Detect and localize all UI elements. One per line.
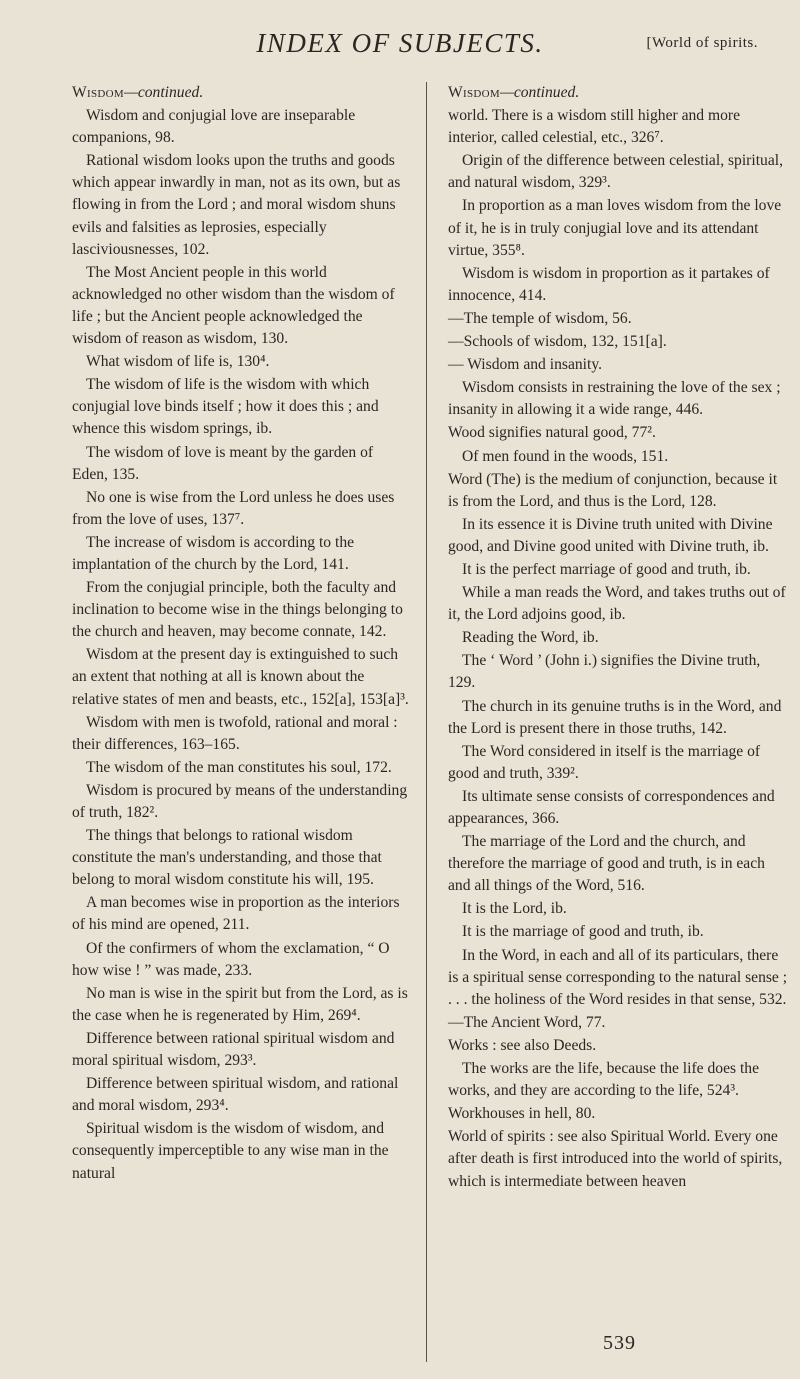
running-head: [World of spirits.: [646, 35, 758, 51]
index-entry: The increase of wisdom is according to the implantation of the church by the Lord, 141.: [72, 533, 355, 573]
index-entry: Difference between spiritual wisdom, and rational and moral wisdom, 293⁴.: [72, 1075, 399, 1115]
index-entry: Workhouses in hell, 80.: [448, 1105, 596, 1123]
index-entry: Wisdom is wisdom in proportion as it partakes of innocence, 414.: [448, 264, 770, 304]
index-entry: No one is wise from the Lord unless he does uses from the love of uses, 137⁷.: [72, 488, 395, 528]
index-entry: Works : see also Deeds.: [448, 1036, 597, 1054]
index-entry: The wisdom of life is the wisdom with which conjugial love binds itself ; how it does this ; and whence this wisdom springs, ib.: [72, 376, 379, 438]
index-entry: —The Ancient Word, 77.: [448, 1013, 606, 1031]
column-divider: [426, 82, 427, 1362]
index-entry: world. There is a wisdom still higher and more interior, called celestial, etc., 326⁷.: [448, 107, 741, 147]
index-entry: Wood signifies natural good, 77².: [448, 424, 656, 442]
index-entry: In proportion as a man loves wisdom from the love of it, he is in truly conjugial love and its attendant virtue, 355⁸.: [448, 197, 782, 259]
index-entry: Rational wisdom looks upon the truths and goods which appear inwardly in man, not as its own, but as flowing in from the Lord ; and moral wisdom shuns evils and falsities as leprosies, especially lasciviousnesses, 102.: [72, 152, 401, 258]
index-entry: — Wisdom and insanity.: [448, 356, 603, 374]
page-title: INDEX OF SUBJECTS.: [256, 28, 544, 58]
right-column: [448, 82, 788, 1194]
index-entry: Wisdom and conjugial love are inseparable companions, 98.: [72, 107, 356, 147]
index-entry: The church in its genuine truths is in the Word, and the Lord is present there in those truths, 142.: [448, 697, 782, 737]
index-entry: What wisdom of life is, 130⁴.: [86, 353, 270, 371]
index-entry: Word (The) is the medium of conjunction, because it is from the Lord, and thus is the Lord, 128.: [448, 470, 778, 510]
index-entry: In its essence it is Divine truth united with Divine good, and Divine good united with Divine truth, ib.: [448, 515, 773, 555]
index-entry: It is the Lord, ib.: [462, 900, 567, 918]
index-entry: The ‘ Word ’ (John i.) signifies the Divine truth, 129.: [448, 652, 761, 692]
index-heading: Wisdom—continued.: [72, 84, 204, 101]
index-entry: Spiritual wisdom is the wisdom of wisdom, and consequently imperceptible to any wise man in the natural: [72, 1120, 389, 1182]
index-entry: —The temple of wisdom, 56.: [448, 309, 632, 327]
left-column: [72, 82, 412, 1186]
index-entry: It is the marriage of good and truth, ib.: [462, 923, 704, 941]
index-entry: From the conjugial principle, both the faculty and inclination to become wise in the things belonging to the church and heaven, may become connate, 142.: [72, 579, 403, 641]
index-entry: The things that belongs to rational wisdom constitute the man's understanding, and those that belong to moral wisdom constitute his will, 195.: [72, 827, 382, 889]
index-entry: World of spirits : see also Spiritual World. Every one after death is first introduced into the world of spirits, which is intermediate between heaven: [448, 1128, 783, 1190]
index-entry: In the Word, in each and all of its particulars, there is a spiritual sense corresponding to the natural sense ; . . . the holiness of the Word resides in that sense, 532.: [448, 946, 788, 1008]
index-entry: Wisdom with men is twofold, rational and moral : their differences, 163–165.: [72, 713, 398, 753]
index-entry: Wisdom is procured by means of the understanding of truth, 182².: [72, 781, 408, 821]
index-entry: The Most Ancient people in this world acknowledged no other wisdom than the wisdom of life ; but the Ancient people acknowledged the wisdom of reason as wisdom, 130.: [72, 263, 395, 348]
index-entry: Wisdom at the present day is extinguished to such an extent that nothing at all is known about the relative states of men and beasts, etc., 152[a], 153[a]³.: [72, 646, 409, 708]
index-entry: Origin of the difference between celestial, spiritual, and natural wisdom, 329³.: [448, 152, 783, 192]
page-number: 539: [603, 1332, 636, 1354]
index-entry: It is the perfect marriage of good and truth, ib.: [462, 560, 751, 578]
index-entry: Of the confirmers of whom the exclamation, “ O how wise ! ” was made, 233.: [72, 939, 390, 979]
index-entry: Reading the Word, ib.: [462, 629, 599, 647]
index-entry: The wisdom of the man constitutes his soul, 172.: [86, 758, 392, 776]
index-entry: —Schools of wisdom, 132, 151[a].: [448, 333, 667, 351]
index-entry: While a man reads the Word, and takes truths out of it, the Lord adjoins good, ib.: [448, 584, 786, 624]
index-entry: No man is wise in the spirit but from the Lord, as is the case when he is regenerated by Him, 269⁴.: [72, 984, 408, 1024]
index-entry: Difference between rational spiritual wisdom and moral spiritual wisdom, 293³.: [72, 1029, 395, 1070]
index-entry: The marriage of the Lord and the church, and therefore the marriage of good and truth, is in each and all things of the Word, 516.: [448, 833, 765, 895]
index-entry: The wisdom of love is meant by the garden of Eden, 135.: [72, 443, 374, 483]
index-entry: Of men found in the woods, 151.: [462, 447, 669, 465]
index-entry: Wisdom consists in restraining the love of the sex ; insanity in allowing it a wide range, 446.: [448, 379, 781, 419]
index-entry: The Word considered in itself is the marriage of good and truth, 339².: [448, 742, 761, 782]
index-heading: Wisdom—continued.: [448, 84, 580, 101]
page-header: [0, 22, 800, 62]
index-entry: The works are the life, because the life does the works, and they are according to the life, 524³.: [448, 1060, 760, 1100]
index-entry: A man becomes wise in proportion as the interiors of his mind are opened, 211.: [72, 894, 400, 934]
index-entry: Its ultimate sense consists of correspondences and appearances, 366.: [448, 787, 775, 827]
